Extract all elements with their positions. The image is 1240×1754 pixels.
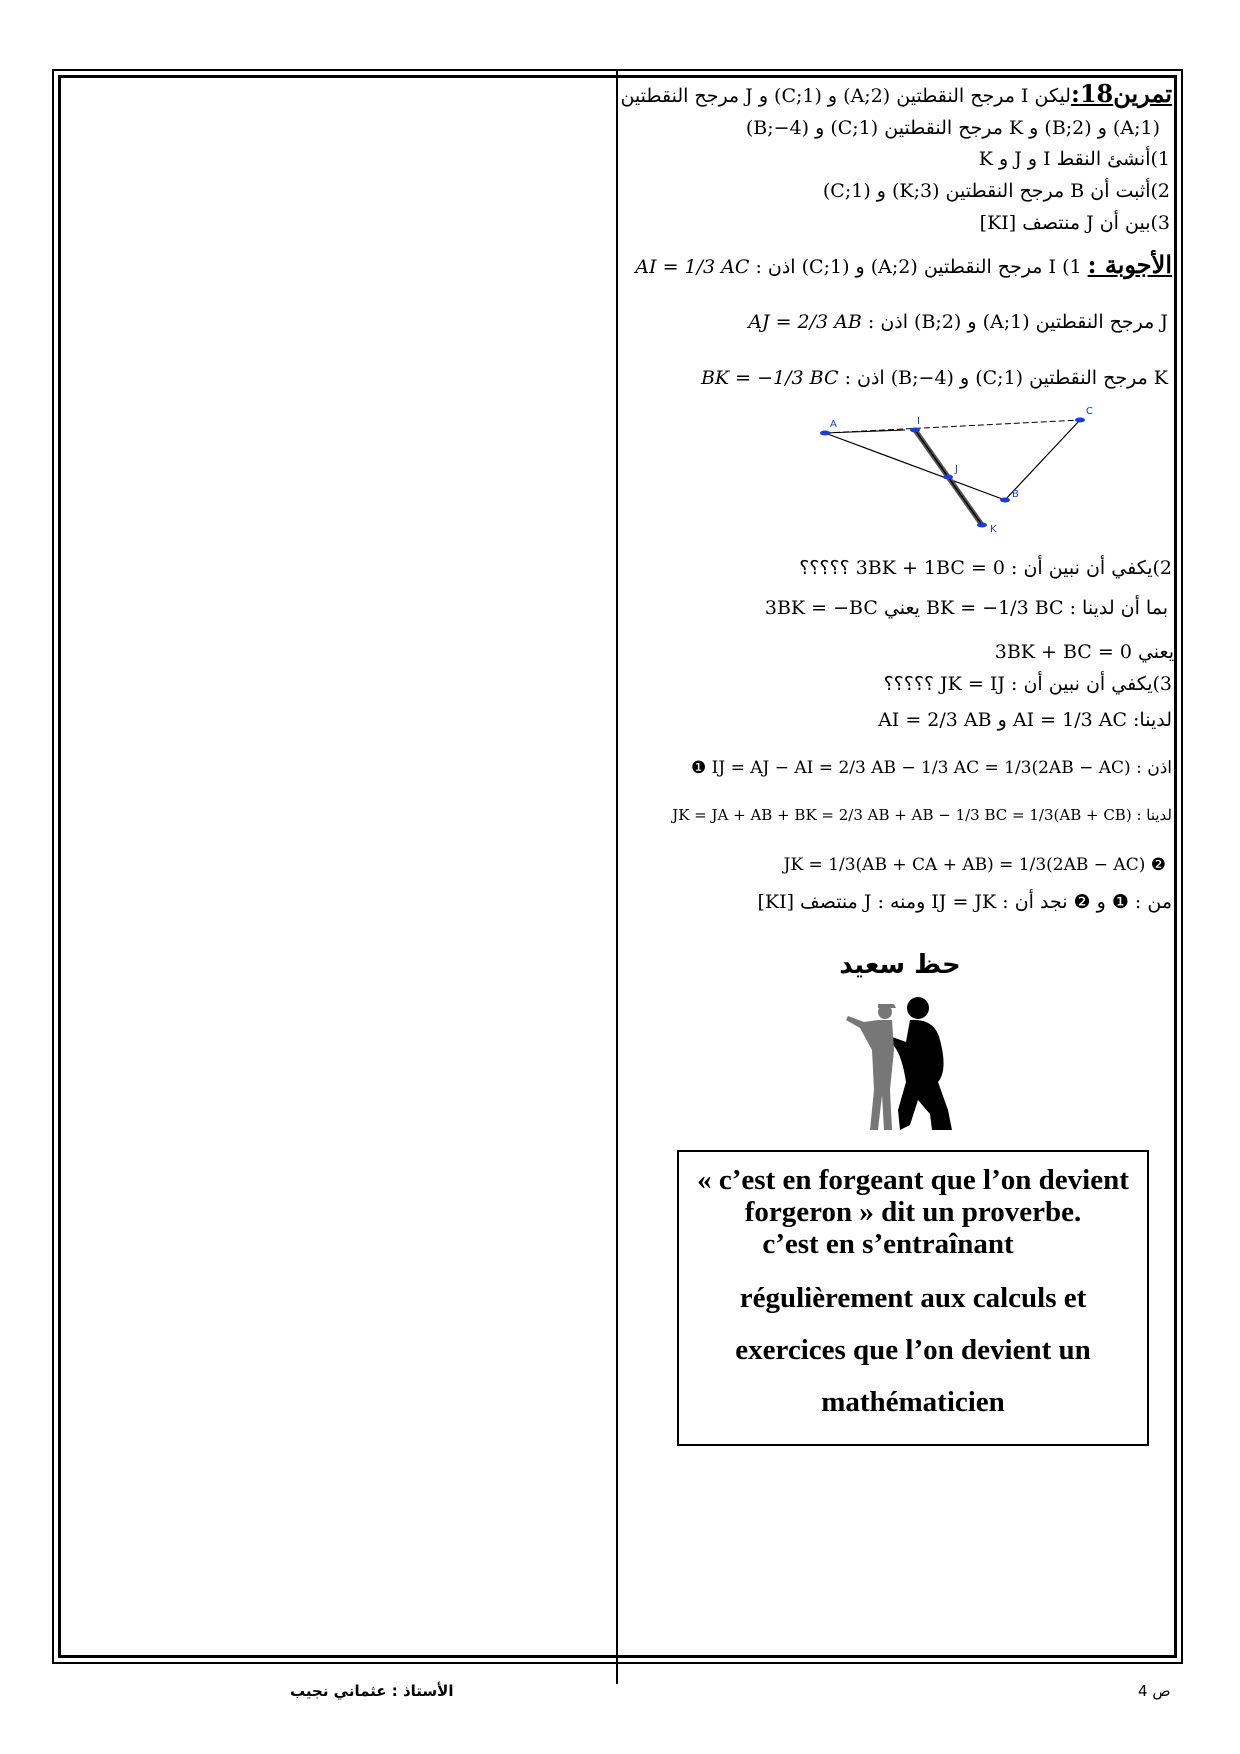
teacher-student-silhouette	[840, 990, 965, 1135]
line-AC	[825, 420, 1080, 433]
point-A	[820, 431, 830, 436]
answer-1-text: 1) I مرجح النقطتين (A;2) و (C;1) اذن :	[755, 256, 1082, 278]
exercise-line-1	[620, 79, 1172, 108]
q2-have: بما أن لدينا : BK = −1/3 BC يعني 3BK = −BC	[764, 597, 1168, 619]
point-I	[910, 428, 920, 433]
point-K	[977, 523, 987, 528]
label-A: A	[830, 419, 837, 430]
quote-line-6: mathématicien	[821, 1386, 1005, 1418]
q3-line: 3)يكفي أن نبين أن : JK = IJ ؟؟؟؟؟	[883, 673, 1172, 695]
exercise-question-3: 3)بين أن J منتصف [KI]	[979, 212, 1170, 234]
label-C: C	[1086, 406, 1093, 417]
answer-3-formula: BK = −1/3 BC	[700, 367, 839, 389]
column-divider	[616, 69, 618, 1684]
exercise-statement: ليكن I مرجح النقطتين (A;2) و (C;1) و J مرجح النقطتين	[620, 85, 1071, 107]
quote-box	[677, 1150, 1149, 1446]
answer-2	[748, 310, 1168, 334]
answer-3-text: K مرجح النقطتين (C;1) و (B;−4) اذن :	[844, 367, 1168, 389]
line-BC	[1005, 420, 1080, 500]
exercise-question-1: 1)أنشئ النقط I و J و K	[978, 148, 1170, 170]
q3-have: لدينا: AI = 1/3 AC و AI = 2/3 AB	[878, 709, 1172, 731]
exercise-question-2: 2)أثبت أن B مرجح النقطتين (K;3) و (C;1)	[822, 180, 1170, 202]
quote-line-5: exercices que l’on devient un	[735, 1334, 1091, 1366]
answer-3	[701, 366, 1168, 390]
good-luck-heading: حظ سعيد	[839, 950, 961, 980]
quote-line-3: c’est en s’entraînant	[762, 1228, 1014, 1260]
point-B	[1000, 498, 1010, 503]
point-C	[1075, 418, 1085, 423]
q3-conclusion: من : ❶ و ❷ نجد أن : IJ = JK ومنه : J منتصف [KI]	[757, 891, 1172, 913]
answer-2-formula: AJ = 2/3 AB	[748, 311, 862, 333]
answers-title: الأجوبة :	[1087, 250, 1172, 279]
answer-1	[635, 250, 1172, 279]
quote-line-4: régulièrement aux calculs et	[739, 1282, 1087, 1314]
label-B: B	[1012, 489, 1019, 500]
quote-line-2: forgeron » dit un proverbe.	[744, 1196, 1082, 1228]
footer-author: الأستاذ : عثماني نجيب	[290, 1682, 454, 1700]
q3-have2: لدينا : JK = JA + AB + BK = 2/3 AB + AB − 1/3 BC = 1/3(AB + CB)	[672, 806, 1172, 824]
q2-line: 2)يكفي أن نبين أن : 3BK + 1BC = 0 ؟؟؟؟؟	[799, 557, 1172, 579]
label-I: I	[917, 416, 920, 427]
answer-1-formula: AI = 1/3 AC	[635, 256, 750, 278]
exercise-title: تمرين18:	[1070, 79, 1172, 108]
label-K: K	[990, 524, 997, 535]
q3-then: اذن : IJ = AJ − AI = 2/3 AB − 1/3 AC = 1/3(2AB − AC) ❶	[691, 758, 1172, 778]
quote-line-1: « c’est en forgeant que l’on devient	[697, 1164, 1129, 1196]
line-AI	[825, 430, 905, 433]
q2-means: يعني 3BK + BC = 0	[994, 641, 1174, 663]
exercise-line-2: (A;1) و (B;2) و K مرجح النقطتين (C;1) و (B;−4)	[745, 117, 1160, 139]
point-J	[943, 475, 953, 480]
q3-jk: ❷ JK = 1/3(AB + CA + AB) = 1/3(2AB − AC)	[783, 855, 1166, 875]
geometry-figure	[800, 400, 1140, 540]
footer-page-number: ص 4	[1138, 1682, 1171, 1700]
label-J: J	[955, 464, 958, 475]
line-AB	[825, 433, 1005, 500]
answer-2-text: J مرجح النقطتين (A;1) و (B;2) اذن :	[867, 311, 1168, 333]
